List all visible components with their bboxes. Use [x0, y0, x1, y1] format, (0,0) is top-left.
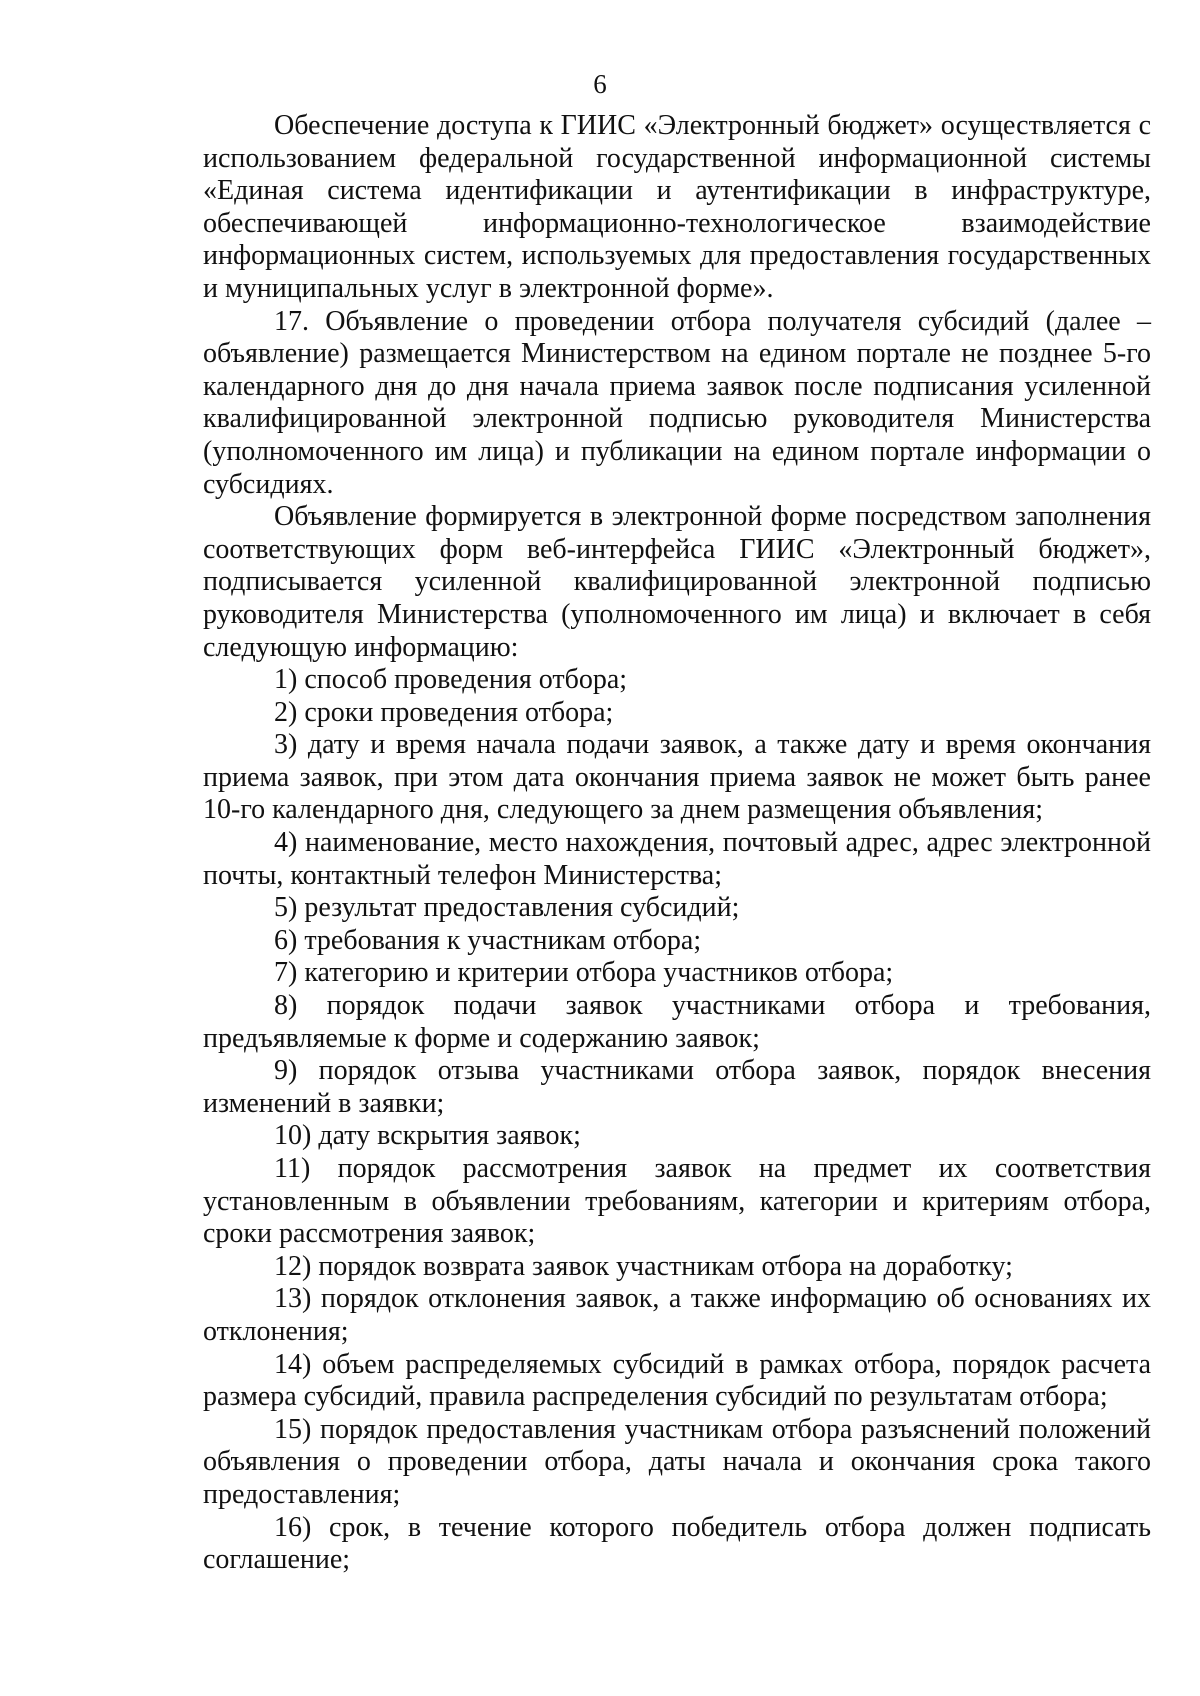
- list-item-3: 3) дату и время начала подачи заявок, а также дату и время окончания приема заявок, при этом дата окончания приема заявок не может быть ранее 10-го календарного дня, следующего за днем размещения объявления;: [203, 729, 1151, 826]
- list-item-5: 5) результат предоставления субсидий;: [274, 892, 740, 924]
- list-item-4: 4) наименование, место нахождения, почтовый адрес, адрес электронной почты, контактный телефон Министерства;: [203, 827, 1151, 891]
- list-item-13: 13) порядок отклонения заявок, а также информацию об основаниях их отклонения;: [203, 1283, 1151, 1347]
- list-item-9: 9) порядок отзыва участниками отбора заявок, порядок внесения изменений в заявки;: [203, 1055, 1151, 1119]
- list-item-7: 7) категорию и критерии отбора участников отбора;: [274, 957, 894, 989]
- list-item-16: 16) срок, в течение которого победитель отбора должен подписать соглашение;: [203, 1511, 1151, 1576]
- list-item-15: 15) порядок предоставления участникам отбора разъяснений положений объявления о проведении отбора, даты начала и окончания срока такого предоставления;: [203, 1413, 1151, 1510]
- paragraph-17-announcement: 17. Объявление о проведении отбора получателя субсидий (далее – объявление) размещается Министерством на едином портале не позднее 5-го календарного дня до дня начала приема заявок после подписания усиленной квалифицированной электронной подписью руководителя Министерства (уполномоченного им лица) и публикации на едином портале информации о субсидиях.: [203, 305, 1151, 500]
- list-item-6: 6) требования к участникам отбора;: [274, 924, 702, 956]
- paragraph-access-giis: Обеспечение доступа к ГИИС «Электронный бюджет» осуществляется с использованием федеральной государственной информационной системы «Единая система идентификации и аутентификации в инфраструктуре, обеспечивающей информационно-технологическое взаимодействие информационных систем, используемых для предоставления государственных и муниципальных услуг в электронной форме».: [203, 110, 1151, 304]
- page-number: 6: [593, 69, 607, 99]
- list-item-12: 12) порядок возврата заявок участникам отбора на доработку;: [274, 1250, 1013, 1282]
- list-item-14: 14) объем распределяемых субсидий в рамках отбора, порядок расчета размера субсидий, правила распределения субсидий по результатам отбора;: [203, 1348, 1151, 1413]
- list-item-10: 10) дату вскрытия заявок;: [274, 1120, 581, 1152]
- document-body: [203, 110, 1151, 1577]
- list-item-11: 11) порядок рассмотрения заявок на предмет их соответствия установленным в объявлении требованиям, категории и критериям отбора, сроки рассмотрения заявок;: [203, 1153, 1151, 1250]
- list-item-8: 8) порядок подачи заявок участниками отбора и требования, предъявляемые к форме и содержанию заявок;: [203, 990, 1151, 1054]
- list-item-2: 2) сроки проведения отбора;: [274, 696, 614, 728]
- paragraph-announcement-form: Объявление формируется в электронной форме посредством заполнения соответствующих форм веб-интерфейса ГИИС «Электронный бюджет», подписывается усиленной квалифицированной электронной подписью руководителя Министерства (уполномоченного им лица) и включает в себя следующую информацию:: [203, 501, 1151, 663]
- list-item-1: 1) способ проведения отбора;: [274, 664, 628, 696]
